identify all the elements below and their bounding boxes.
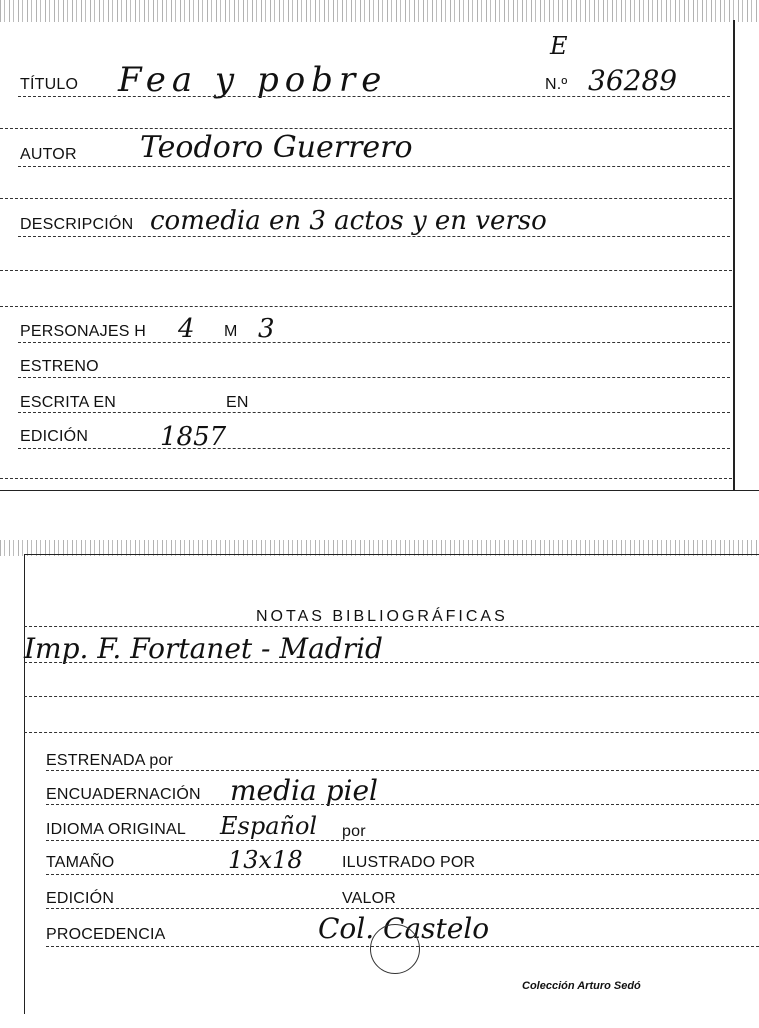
card-bottom-border: [0, 490, 759, 491]
autor-line: [18, 166, 730, 167]
rule: [24, 732, 759, 733]
personajes-line: [18, 342, 730, 343]
notas-title: NOTAS BIBLIOGRÁFICAS: [256, 608, 508, 625]
tamano-label: TAMAÑO: [46, 854, 115, 871]
rule: [0, 306, 732, 307]
en-label: EN: [226, 394, 249, 411]
notas-line: [24, 626, 759, 627]
rule: [0, 198, 732, 199]
edicion-line: [46, 908, 759, 909]
numero-label: N.º: [545, 76, 568, 93]
edicion-line: [18, 448, 730, 449]
personajes-h-value: 4: [178, 314, 195, 344]
catalog-card-back: [0, 540, 759, 1028]
personajes-m-label: M: [224, 323, 238, 340]
descripcion-label: DESCRIPCIÓN: [20, 216, 134, 233]
titulo-label: TÍTULO: [20, 76, 79, 93]
notas-value: Imp. F. Fortanet - Madrid: [24, 632, 383, 665]
autor-value: Teodoro Guerrero: [140, 130, 413, 165]
collection-footer: Colección Arturo Sedó: [522, 980, 641, 992]
idioma-value: Español: [220, 812, 318, 840]
procedencia-label: PROCEDENCIA: [46, 926, 166, 943]
edicion-label: EDICIÓN: [46, 890, 115, 907]
encuadernacion-line: [46, 804, 759, 805]
card-left-border: [24, 554, 25, 1014]
escrita-line: [18, 412, 730, 413]
rule: [0, 478, 732, 479]
descripcion-value: comedia en 3 actos y en verso: [150, 206, 547, 236]
corner-mark: E: [550, 32, 568, 60]
edicion-value: 1857: [160, 422, 227, 452]
card-top-border: [24, 554, 759, 555]
ink-stamp: [370, 924, 420, 974]
encuadernacion-value: media piel: [230, 774, 378, 807]
catalog-card-front: [0, 0, 759, 492]
estreno-line: [18, 377, 730, 378]
numero-value: 36289: [588, 64, 678, 97]
rule: [24, 662, 759, 663]
tamano-line: [46, 874, 759, 875]
escrita-en-label: ESCRITA EN: [20, 394, 116, 411]
autor-label: AUTOR: [20, 146, 77, 163]
rule: [0, 128, 732, 129]
personajes-m-value: 3: [258, 314, 275, 344]
encuadernacion-label: ENCUADERNACIÓN: [46, 786, 201, 803]
idioma-label: IDIOMA ORIGINAL: [46, 821, 186, 838]
ilustrado-label: ILUSTRADO POR: [342, 854, 476, 871]
valor-label: VALOR: [342, 890, 397, 907]
card-right-border: [733, 20, 735, 490]
estrenada-label: ESTRENADA por: [46, 752, 174, 769]
estreno-label: ESTRENO: [20, 358, 99, 375]
procedencia-value: Col. Castelo: [318, 912, 490, 945]
titulo-line: [18, 96, 730, 97]
torn-edge: [0, 0, 759, 22]
edicion-label: EDICIÓN: [20, 428, 89, 445]
procedencia-line: [46, 946, 759, 947]
tamano-value: 13x18: [228, 846, 303, 874]
rule: [0, 270, 732, 271]
personajes-label: PERSONAJES H: [20, 323, 146, 340]
estrenada-line: [46, 770, 759, 771]
idioma-line: [46, 840, 759, 841]
rule: [24, 696, 759, 697]
por-label: por: [342, 823, 366, 840]
descripcion-line: [18, 236, 730, 237]
titulo-value: Fea y pobre: [118, 60, 388, 100]
